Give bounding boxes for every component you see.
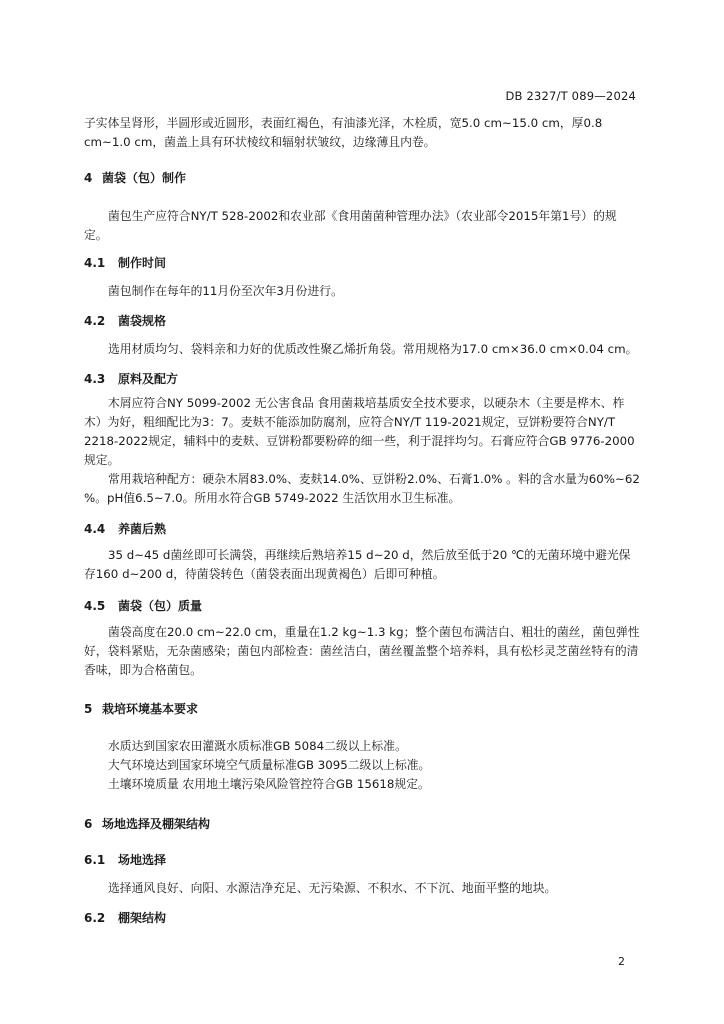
- section-title: 菌袋规格: [118, 314, 167, 328]
- section-heading-4: [84, 169, 186, 186]
- section-heading-6-1: [84, 851, 166, 868]
- section-heading-4-2: [84, 312, 166, 329]
- paragraph-6-1: 选择通风良好、向阳、水源洁净充足、无污染源、不积水、不下沉、地面平整的地块。: [108, 881, 557, 895]
- section-number: 4.4: [84, 522, 106, 536]
- section-heading-4-5: [84, 597, 202, 614]
- section-number: 5: [84, 702, 93, 716]
- paragraph-5-air: 大气环境达到国家环境空气质量标准GB 3095二级以上标准。: [108, 758, 431, 772]
- paragraph-5-soil: 土壤环境质量 农用地土壤污染风险管控符合GB 15618规定。: [108, 777, 430, 791]
- section-title: 原料及配方: [118, 372, 179, 386]
- section-title: 菌袋（包）质量: [118, 599, 203, 613]
- section-number: 6: [84, 817, 93, 831]
- section-heading-4-3: [84, 370, 178, 387]
- section-number: 4.3: [84, 372, 106, 386]
- section-heading-4-4: [84, 520, 166, 537]
- paragraph-4-5: 菌袋高度在20.0 cm~22.0 cm，重量在1.2 kg~1.3 kg；整个菌包布满洁白、粗壮的菌丝，菌包弹性好，袋料紧贴，无杂菌感染；菌包内部检查：菌丝洁白，菌丝覆盖整个培养料，具有松杉灵芝菌丝特有的清香味，即为合格菌包。: [84, 625, 640, 677]
- paragraph-4: 菌包生产应符合NY/T 528-2002和农业部《食用菌菌种管理办法》（农业部令2015年第1号）的规定。: [84, 209, 617, 242]
- paragraph-5-water: 水质达到国家农田灌溉水质标准GB 5084二级以上标准。: [108, 739, 407, 753]
- section-title: 场地选择及棚架结构: [102, 817, 211, 831]
- section-number: 4.1: [84, 256, 106, 270]
- section-title: 场地选择: [118, 853, 167, 867]
- section-title: 棚架结构: [118, 911, 167, 925]
- paragraph-4-2: 选用材质均匀、袋料亲和力好的优质改性聚乙烯折角袋。常用规格为17.0 cm×36.0 cm×0.04 cm。: [108, 342, 638, 356]
- paragraph-4-1: 菌包制作在每年的11月份至次年3月份进行。: [108, 284, 343, 298]
- section-heading-6: [84, 815, 210, 832]
- doc-code-header: DB 2327/T 089—2024: [505, 89, 636, 103]
- page-number: 2: [618, 955, 625, 968]
- paragraph-4-3-a: 木屑应符合NY 5099-2002 无公害食品 食用菌栽培基质安全技术要求，以硬杂木（主要是桦木、柞木）为好，粗细配比为3：7。麦麸不能添加防腐剂，应符合NY/T 119-2021规定，豆饼粉要符合NY/T 2218-2022规定，辅料中的麦麸、豆饼粉都要粉碎的细一些，利于混拌均匀。石膏应符合GB 9776-2000规定。: [84, 396, 635, 467]
- paragraph-4-3-b: 常用栽培种配方：硬杂木屑83.0%、麦麸14.0%、豆饼粉2.0%、石膏1.0% 。料的含水量为60%~62 %。pH值6.5~7.0。所用水符合GB 5749-2022 生活饮用水卫生标准。: [84, 472, 640, 505]
- section-number: 4.5: [84, 599, 106, 613]
- section-title: 菌袋（包）制作: [102, 171, 187, 185]
- section-number: 4: [84, 171, 93, 185]
- section-heading-6-2: [84, 909, 166, 926]
- section-number: 4.2: [84, 314, 106, 328]
- paragraph-intro: 子实体呈肾形，半圆形或近圆形，表面红褐色，有油漆光泽，木栓质，宽5.0 cm~15.0 cm，厚0.8 cm~1.0 cm，菌盖上具有环状棱纹和辐射状皱纹，边缘薄且内卷。: [84, 116, 603, 149]
- section-number: 6.2: [84, 911, 106, 925]
- section-title: 养菌后熟: [118, 522, 167, 536]
- section-heading-5: [84, 700, 198, 717]
- paragraph-4-4: 35 d~45 d菌丝即可长满袋，再继续后熟培养15 d~20 d，然后放至低于20 ℃的无菌环境中避光保存160 d~200 d，待菌袋转色（菌袋表面出现黄褐色）后即可种植。: [84, 548, 631, 581]
- section-title: 制作时间: [118, 256, 167, 270]
- section-heading-4-1: [84, 254, 166, 271]
- section-title: 栽培环境基本要求: [102, 702, 199, 716]
- section-number: 6.1: [84, 853, 106, 867]
